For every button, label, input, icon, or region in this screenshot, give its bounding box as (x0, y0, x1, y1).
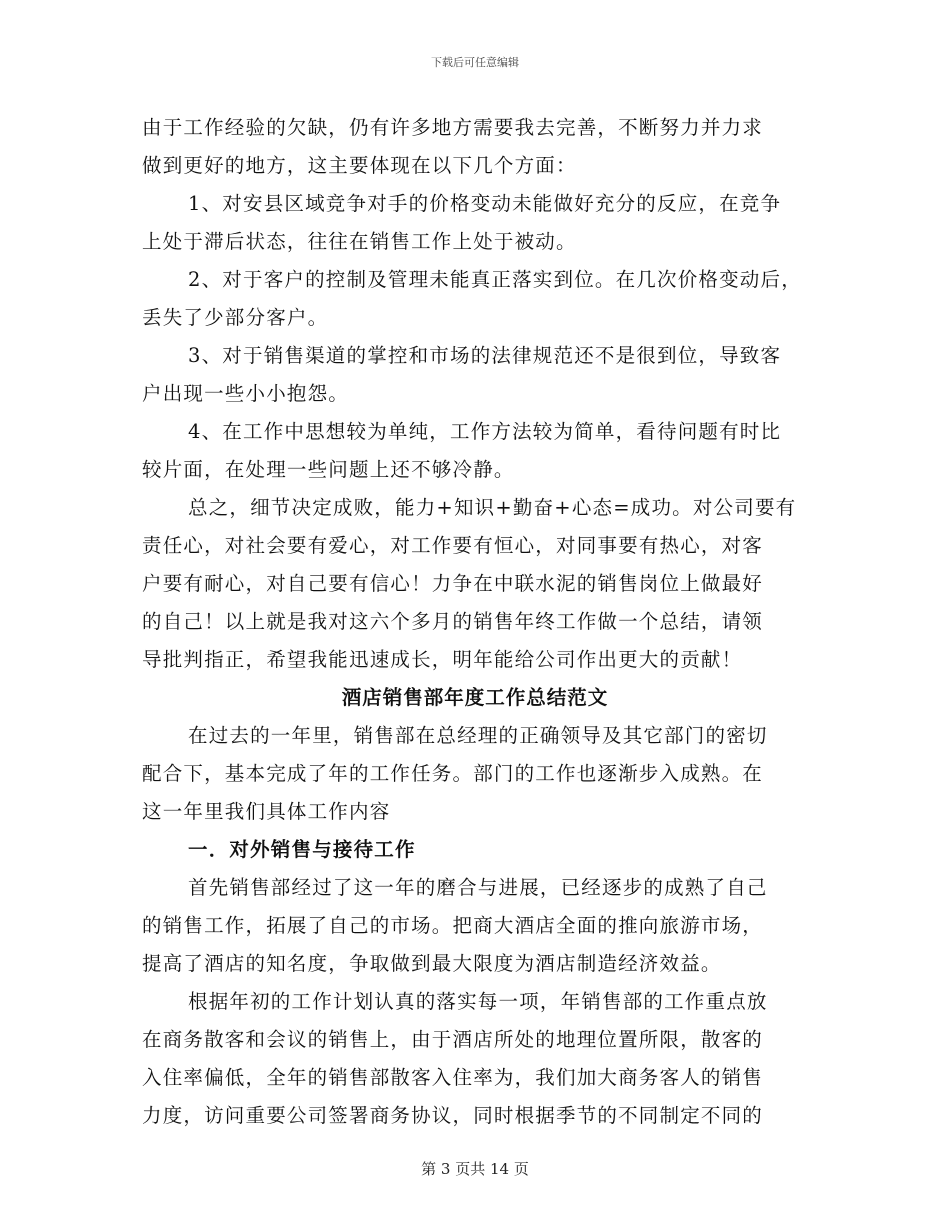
body-line: 由于工作经验的欠缺，仍有许多地方需要我去完善，不断努力并力求 (142, 116, 764, 139)
body-line: 在商务散客和会议的销售上，由于酒店所处的地理位置所限，散客的 (142, 1028, 764, 1051)
body-line: 户出现一些小小抱怨。 (142, 382, 350, 405)
list-item-2: 2、对于客户的控制及管理未能真正落实到位。在几次价格变动后， (188, 268, 802, 291)
body-line: 配合下，基本完成了年的工作任务。部门的工作也逐渐步入成熟。在 (142, 762, 764, 785)
paragraph-start: 根据年初的工作计划认真的落实每一项，年销售部的工作重点放 (188, 990, 768, 1013)
body-line: 的销售工作，拓展了自己的市场。把商大酒店全面的推向旅游市场， (142, 914, 764, 937)
body-line: 丢失了少部分客户。 (142, 306, 329, 329)
section-title: 酒店销售部年度工作总结范文 (341, 686, 609, 709)
body-line: 提高了酒店的知名度，争取做到最大限度为酒店制造经济效益。 (142, 952, 722, 975)
paragraph-start: 首先销售部经过了这一年的磨合与进展，已经逐步的成熟了自己 (188, 876, 768, 899)
body-line: 的自己！以上就是我对这六个多月的销售年终工作做一个总结，请领 (142, 610, 764, 633)
body-line: 做到更好的地方，这主要体现在以下几个方面： (142, 154, 577, 177)
body-line: 较片面，在处理一些问题上还不够冷静。 (142, 458, 515, 481)
list-item-1: 1、对安县区域竞争对手的价格变动未能做好充分的反应，在竞争 (188, 192, 782, 215)
body-line: 责任心，对社会要有爱心，对工作要有恒心，对同事要有热心，对客 (142, 534, 764, 557)
body-line: 这一年里我们具体工作内容 (142, 800, 391, 823)
body-line: 入住率偏低，全年的销售部散客入住率为，我们加大商务客人的销售 (142, 1066, 764, 1089)
list-item-4: 4、在工作中思想较为单纯，工作方法较为简单，看待问题有时比 (188, 420, 782, 443)
subsection-heading: 一．对外销售与接待工作 (188, 838, 416, 861)
paragraph-start: 在过去的一年里，销售部在总经理的正确领导及其它部门的密切 (188, 724, 768, 747)
list-item-3: 3、对于销售渠道的掌控和市场的法律规范还不是很到位，导致客 (188, 344, 782, 367)
body-line: 力度，访问重要公司签署商务协议，同时根据季节的不同制定不同的 (142, 1104, 764, 1127)
body-line: 户要有耐心，对自己要有信心！力争在中联水泥的销售岗位上做最好 (142, 572, 764, 595)
page-footer: 第 3 页共 14 页 (421, 1160, 529, 1178)
body-line: 导批判指正，希望我能迅速成长，明年能给公司作出更大的贡献！ (142, 648, 743, 671)
body-line: 上处于滞后状态，往往在销售工作上处于被动。 (142, 230, 577, 253)
paragraph-start: 总之，细节决定成败，能力+知识+勤奋+心态=成功。对公司要有 (188, 496, 797, 519)
page-header: 下载后可任意编辑 (431, 56, 519, 69)
